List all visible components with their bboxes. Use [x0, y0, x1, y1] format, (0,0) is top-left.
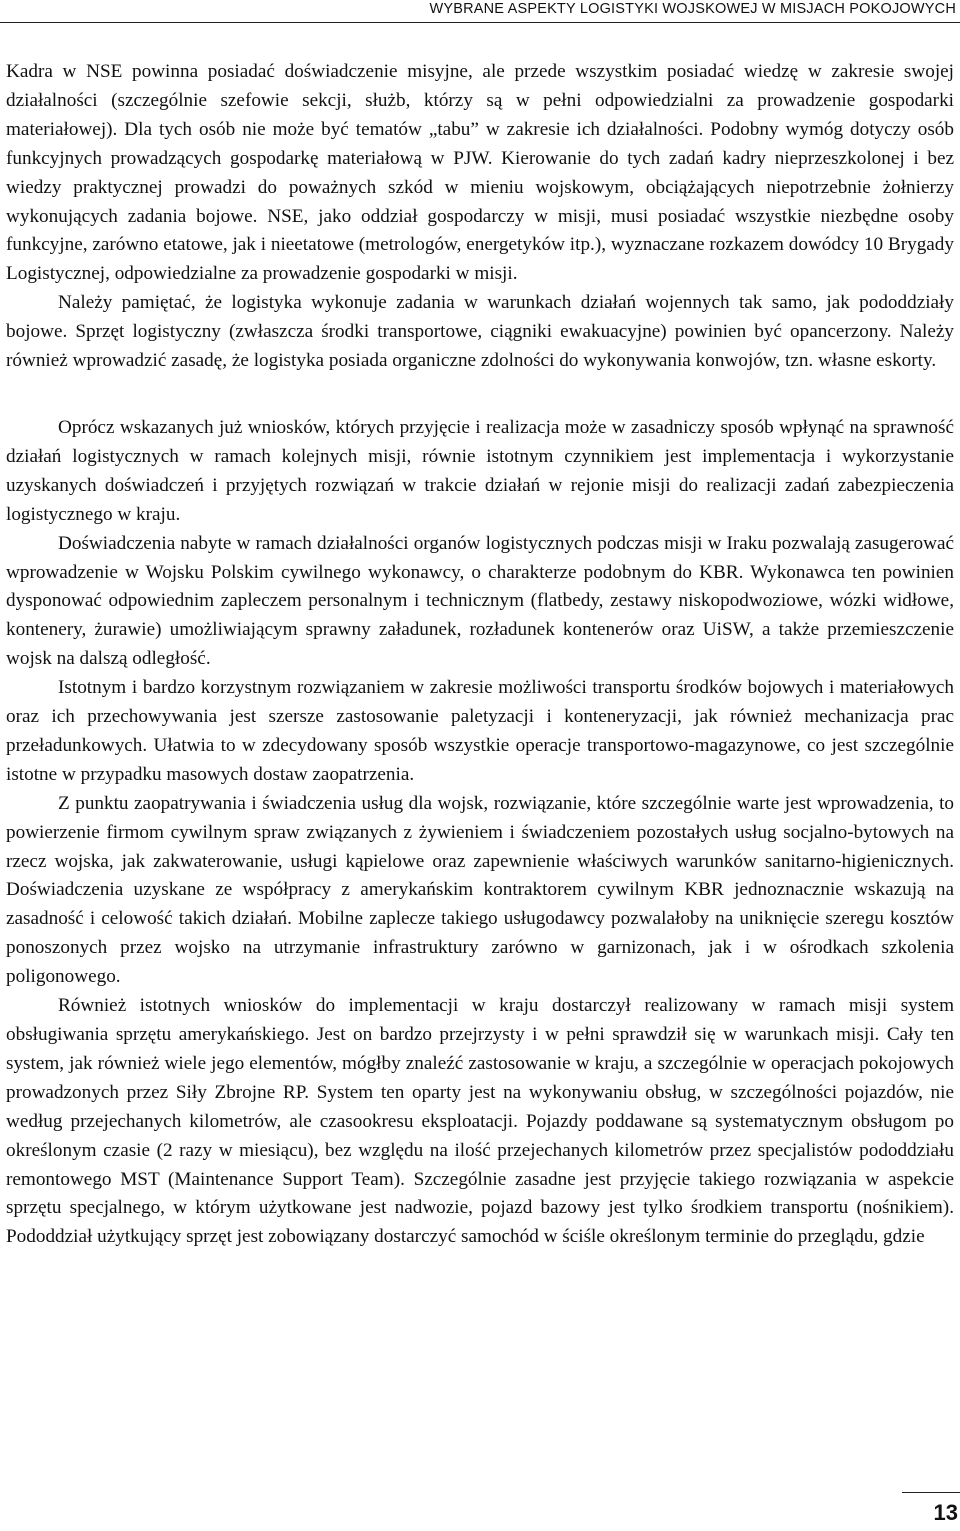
- page-number-rule: [902, 1492, 960, 1493]
- paragraph-2: Należy pamiętać, że logistyka wykonuje zadania w warunkach działań wojennych tak samo, jak pododdziały bojowe. Sprzęt logistyczny (zwłaszcza środki transportowe, ciągniki ewakuacyjne) powinien być opancerzony. Należy również wprowadzić zasadę, że logistyka posiada organiczne zdolności do wykonywania konwojów, tzn. własne eskorty.: [6, 292, 954, 372]
- paragraph-5: Istotnym i bardzo korzystnym rozwiązaniem w zakresie możliwości transportu środków bojowych i materiałowych oraz ich przechowywania jest szersze zastosowanie paletyzacji i konteneryzacji, jak również mechanizacja prac przeładunkowych. Ułatwia to w zdecydowany sposób wszystkie operacje transportowo-magazynowe, co jest szczególnie istotne w przypadku masowych dostaw zaopatrzenia.: [6, 677, 954, 785]
- section-gap: [6, 376, 954, 414]
- page-number: 13: [933, 1500, 958, 1525]
- running-header: WYBRANE ASPEKTY LOGISTYKI WOJSKOWEJ W MISJACH POKOJOWYCH: [429, 1, 956, 17]
- page-content: [6, 58, 954, 1252]
- paragraph-1: Kadra w NSE powinna posiadać doświadczenie misyjne, ale przede wszystkim posiadać wiedzę w zakresie swojej działalności (szczególnie szefowie sekcji, służb, którzy są w pełni odpowiedzialni za prowadzenie gospodarki materiałowej). Dla tych osób nie może być tematów „tabu” w zakresie ich działalności. Podobny wymóg dotyczy osób funkcyjnych prowadzących gospodarkę materiałową w PJW. Kierowanie do tych zadań kadry nieprzeszkolonej i bez wiedzy praktycznej prowadzi do poważnych szkód w mieniu wojskowym, obciążających niepotrzebnie żołnierzy wykonujących zadania bojowe. NSE, jako oddział gospodarczy w misji, musi posiadać wszystkie niezbędne osoby funkcyjne, zarówno etatowe, jak i nieetatowe (metrologów, energetyków itp.), wyznaczane rozkazem dowódcy 10 Brygady Logistycznej, odpowiedzialne za prowadzenie gospodarki w misji.: [6, 61, 954, 285]
- paragraph-4: Doświadczenia nabyte w ramach działalności organów logistycznych podczas misji w Iraku pozwalają zasugerować wprowadzenie w Wojsku Polskim cywilnego wykonawcy, o charakterze podobnym do KBR. Wykonawca ten powinien dysponować odpowiednim zapleczem personalnym i technicznym (flatbedy, zestawy niskopodwoziowe, wózki widłowe, kontenery, żurawie) umożliwiającym sprawny załadunek, rozładunek kontenerów oraz UiSW, a także przemieszczenie wojsk na dalszą odległość.: [6, 532, 954, 670]
- paragraph-7: Również istotnych wniosków do implementacji w kraju dostarczył realizowany w ramach misji system obsługiwania sprzętu amerykańskiego. Jest on bardzo przejrzysty i w pełni sprawdził się w warunkach misji. Cały ten system, jak również wiele jego elementów, mógłby znaleźć zastosowanie w kraju, a szczególnie w operacjach pokojowych prowadzonych przez Siły Zbrojne RP. System ten oparty jest na wykonywaniu obsług, w szczególności pojazdów, nie według przejechanych kilometrów, ale czasookresu eksploatacji. Pojazdy poddawane są systematycznym obsługom po określonym czasie (2 razy w miesiącu), bez względu na ilość przejechanych kilometrów przez specjalistów pododdziału remontowego MST (Maintenance Support Team). Szczególnie zasadne jest przyjęcie takiego rozwiązania w aspekcie sprzętu specjalnego, w którym użytkowane jest nadwozie, pojazd bazowy jest tylko środkiem transportu (nośnikiem). Pododdział użytkujący sprzęt jest zobowiązany dostarczyć samochód w ściśle określonym terminie do przeglądu, gdzie: [6, 995, 954, 1248]
- paragraph-6: Z punktu zaopatrywania i świadczenia usług dla wojsk, rozwiązanie, które szczególnie warte jest wprowadzenia, to powierzenie firmom cywilnym spraw związanych z żywieniem i świadczeniem pozostałych usług socjalno-bytowych na rzecz wojska, jak zakwaterowanie, usługi kąpielowe oraz zapewnienie właściwych warunków sanitarno-higienicznych. Doświadczenia uzyskane ze współpracy z amerykańskim kontraktorem cywilnym KBR jednoznacznie wskazują na zasadność i celowość takich działań. Mobilne zaplecze takiego usługodawcy pozwalałoby na uniknięcie szeregu kosztów ponoszonych przez wojsko na utrzymanie infrastruktury zarówno w garnizonach, jak i w ośrodkach szkolenia poligonowego.: [6, 792, 954, 988]
- header-rule: [0, 22, 960, 23]
- paragraph-3: Oprócz wskazanych już wniosków, których przyjęcie i realizacja może w zasadniczy sposób wpłynąć na sprawność działań logistycznych w ramach kolejnych misji, równie istotnym czynnikiem jest implementacja i wykorzystanie uzyskanych doświadczeń i przyjętych rozwiązań w trakcie działań w rejonie misji do realizacji zadań zabezpieczenia logistycznego w kraju.: [6, 416, 954, 525]
